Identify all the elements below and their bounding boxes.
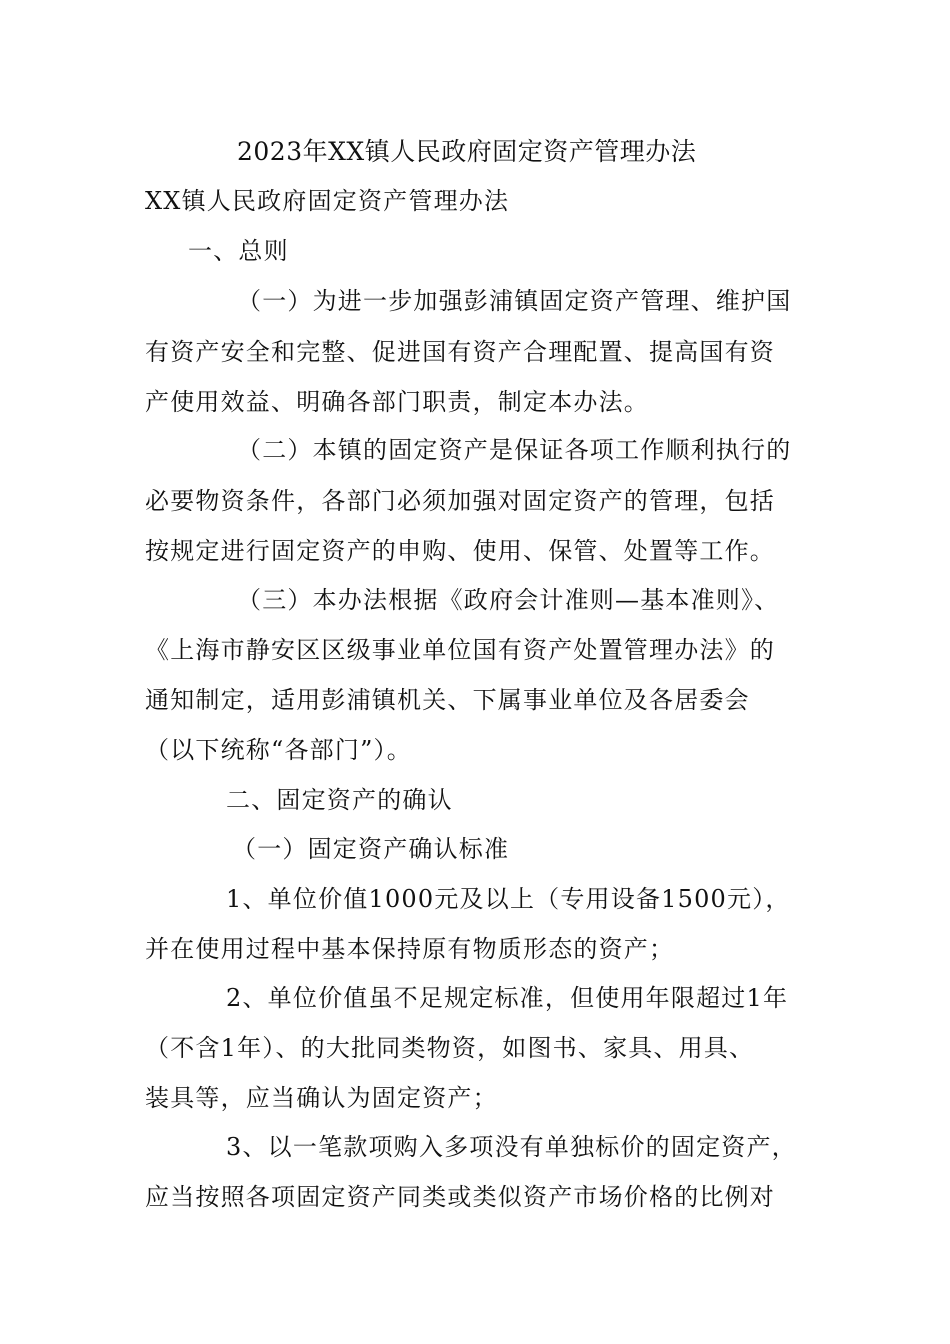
paragraph-line: 应当按照各项固定资产同类或类似资产市场价格的比例对 [145,1183,775,1211]
paragraph-line: （三）本办法根据《政府会计准则—基本准则》、 [237,586,780,614]
paragraph-line: 按规定进行固定资产的申购、使用、保管、处置等工作。 [145,537,775,565]
paragraph-line: （不含1年）、的大批同类物资，如图书、家具、用具、 [145,1034,755,1062]
paragraph-line: （以下统称“各部门”）。 [145,736,412,764]
paragraph-line: （二）本镇的固定资产是保证各项工作顺利执行的 [237,436,792,464]
paragraph-line: 并在使用过程中基本保持原有物质形态的资产； [145,935,675,963]
subsection-heading: （一）固定资产确认标准 [232,835,510,863]
section-heading: 二、固定资产的确认 [226,786,453,814]
paragraph-line: 产使用效益、明确各部门职责，制定本办法。 [145,388,649,416]
paragraph-line: 必要物资条件，各部门必须加强对固定资产的管理，包括 [145,487,775,515]
paragraph-line: 3、以一笔款项购入多项没有单独标价的固定资产， [226,1133,797,1161]
paragraph-line: 装具等，应当确认为固定资产； [145,1084,498,1112]
paragraph-line: （一）为进一步加强彭浦镇固定资产管理、维护国 [237,287,792,315]
paragraph-line: 1、单位价值1000元及以上（专用设备1500元）， [226,885,791,913]
paragraph-line: 《上海市静安区区级事业单位国有资产处置管理办法》的 [145,636,775,664]
paragraph-line: 2、单位价值虽不足规定标准，但使用年限超过1年 [226,984,789,1012]
document-subtitle: XX镇人民政府固定资产管理办法 [145,187,510,215]
section-heading: 一、总则 [188,237,289,265]
paragraph-line: 通知制定，适用彭浦镇机关、下属事业单位及各居委会 [145,686,750,714]
paragraph-line: 有资产安全和完整、促进国有资产合理配置、提高国有资 [145,338,775,366]
document-title: 2023年XX镇人民政府固定资产管理办法 [237,137,697,166]
